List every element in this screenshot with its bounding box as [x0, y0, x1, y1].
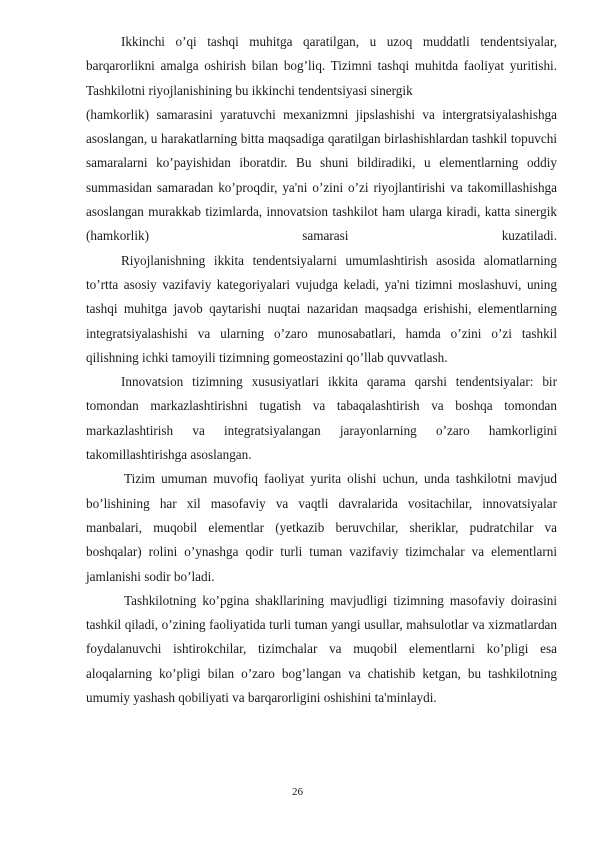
body-text: [86, 30, 557, 710]
paragraph-1: Ikkinchi o’qi tashqi muhitga qaratilgan, u uzoq muddatli tendentsiyalar, barqarorlikni amalga oshirish bilan bog’liq. Tizimni tashqi muhitda faoliyat yuritishi. Tashkilotni riyojlanishining bu ikkinchi tendentsiyasi sinergik: [86, 34, 557, 98]
paragraph-4: Innovatsion tizimning xususiyatlari ikkita qarama qarshi tendentsiyalar: bir tomondan markazlashtirishni tugatish va tabaqalashtirish va boshqa tomondan markazlashtirish va integratsiyalangan jarayonlarning o’zaro hamkorligini takomillashtirishga asoslangan.: [86, 374, 557, 463]
paragraph-3: Riyojlanishning ikkita tendentsiyalarni umumlashtirish asosida alomatlarning to’rtta asosiy vazifaviy kategoriyalari vujudga keladi, ya'ni tizimni moslashuvi, uning tashqi muhitga javob qaytarishi nuqtai nazaridan maqsadga erishishi, elementlarning integratsiyalashishi va ularning o’zaro munosabatlari, hamda o’zini o’zi tashkil qilishning ichki tamoyili tizimning gomeostazini qo’llab quvvatlash.: [86, 252, 557, 365]
paragraph-2: (hamkorlik) samarasini yaratuvchi mexanizmni jipslashishi va intergratsiyalashishga asoslangan, u harakatlarning bitta maqsadiga qaratilgan birlashishlardan tashkil topuvchi samaralarni ko’payishidan iboratdir. Bu shuni bildiradiki, u elementlarning oddiy summasidan samaradan ko’proqdir, ya'ni o’zini o’zi riyojlantirishi va takomillashishga asoslangan murakkab tizimlarda, innovatsion tashkilot ham ularga kiradi, katta sinergik (hamkorlik) samarasi kuzatiladi.: [86, 106, 557, 244]
paragraph-6: Tashkilotning ko’pgina shakllarining mavjudligi tizimning masofaviy doirasini tashkil qiladi, o’zining faoliyatida turli tuman yangi usullar, mahsulotlar va xizmatlardan foydalanuvchi ishtirokchilar, tizimchalar va muqobil elementlarni ko’pligi esa aloqalarning ko’pligi bilan o’zaro bog’langan va chatishib ketgan, bu tashkilotning umumiy yashash qobiliyati va barqarorligini oshishini ta'minlaydi.: [86, 592, 557, 706]
paragraph-5: Tizim umuman muvofiq faoliyat yurita olishi uchun, unda tashkilotni mavjud bo’lishining har xil masofaviy va vaqtli davralarida vositachilar, innovatsiyalar manbalari, muqobil elementlar (yetkazib beruvchilar, sheriklar, pudratchilar va boshqalar) rolini o’ynashga qodir turli tuman vazifaviy tizimchalar va elementlarni jamlanishi sodir bo’ladi.: [86, 471, 557, 584]
page-number: 26: [292, 786, 303, 798]
